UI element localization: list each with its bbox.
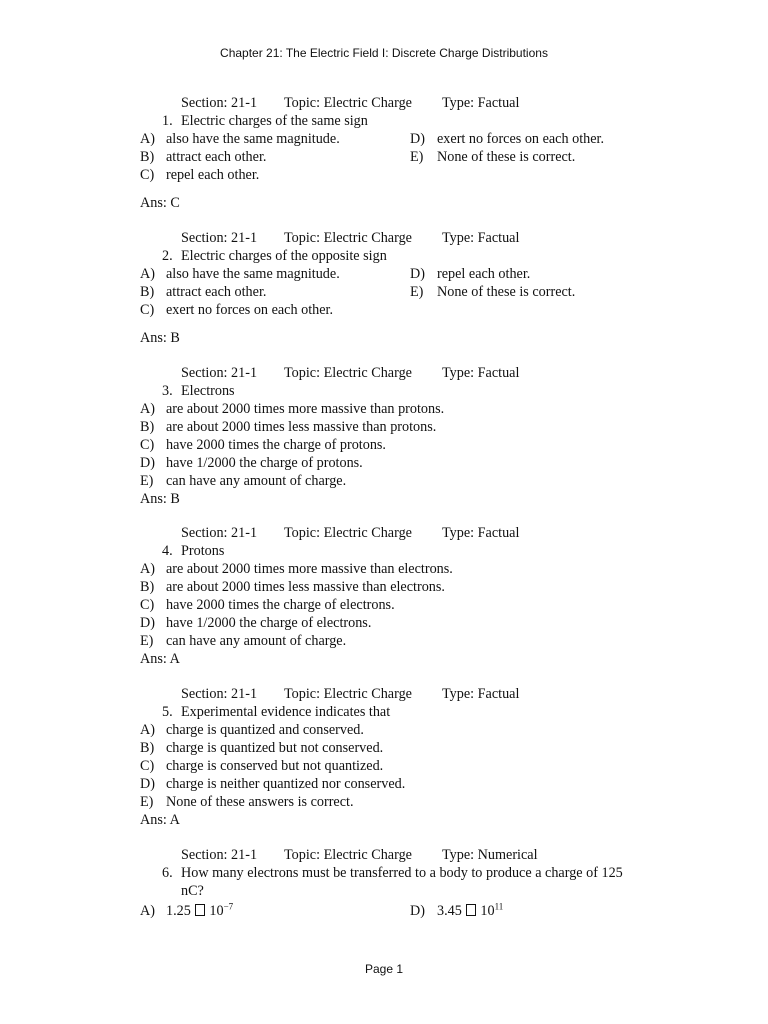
exponent: 11 xyxy=(494,901,504,912)
option-text: can have any amount of charge. xyxy=(166,633,347,649)
answer: Ans: B xyxy=(140,491,180,507)
option-letter: C) xyxy=(140,597,155,613)
option-letter: D) xyxy=(410,131,425,147)
answer: Ans: A xyxy=(140,651,180,667)
option-letter: A) xyxy=(140,561,155,577)
section-label: Section: 21-1 xyxy=(181,95,258,111)
option-letter: D) xyxy=(140,455,155,471)
option-text: have 2000 times the charge of protons. xyxy=(166,437,386,453)
option-letter: E) xyxy=(410,149,424,165)
option-text: None of these answers is correct. xyxy=(166,794,354,810)
exponent: −7 xyxy=(223,901,234,912)
section-label: Section: 21-1 xyxy=(181,847,258,863)
option-text: have 2000 times the charge of electrons. xyxy=(166,597,395,613)
option-text: can have any amount of charge. xyxy=(166,473,347,489)
option-text: exert no forces on each other. xyxy=(437,131,605,147)
option-text: charge is conserved but not quantized. xyxy=(166,758,384,774)
option-letter: A) xyxy=(140,722,155,738)
option-letter: A) xyxy=(140,131,155,147)
option-letter: D) xyxy=(410,266,425,282)
option-letter: E) xyxy=(140,794,154,810)
section-label: Section: 21-1 xyxy=(181,686,258,702)
question-text: Protons xyxy=(181,543,225,559)
section-label: Section: 21-1 xyxy=(181,525,258,541)
mantissa: 3.45 xyxy=(437,903,462,919)
option-letter: A) xyxy=(140,401,155,417)
option-letter: B) xyxy=(140,740,155,756)
option-text: also have the same magnitude. xyxy=(166,131,340,147)
option-letter: B) xyxy=(140,419,155,435)
topic-label: Topic: Electric Charge xyxy=(284,365,412,381)
question-number: 4. xyxy=(162,543,173,559)
section-label: Section: 21-1 xyxy=(181,365,258,381)
option-text: charge is quantized but not conserved. xyxy=(166,740,384,756)
option-text: are about 2000 times less massive than electrons. xyxy=(166,579,445,595)
option-letter: A) xyxy=(140,903,155,919)
question-number: 5. xyxy=(162,704,173,720)
option-text: charge is neither quantized nor conserved. xyxy=(166,776,406,792)
option-text: charge is quantized and conserved. xyxy=(166,722,364,738)
question-number: 3. xyxy=(162,383,173,399)
topic-label: Topic: Electric Charge xyxy=(284,686,412,702)
option-letter: B) xyxy=(140,284,155,300)
option-letter: E) xyxy=(140,633,154,649)
option-letter: B) xyxy=(140,149,155,165)
option-text: attract each other. xyxy=(166,284,267,300)
base: 10 xyxy=(209,903,224,919)
topic-label: Topic: Electric Charge xyxy=(284,95,412,111)
option-value xyxy=(437,902,503,920)
option-letter: D) xyxy=(140,776,155,792)
option-text: have 1/2000 the charge of electrons. xyxy=(166,615,372,631)
base: 10 xyxy=(480,903,495,919)
question-text: nC? xyxy=(181,883,204,899)
question-text: Electric charges of the same sign xyxy=(181,113,368,129)
option-letter: E) xyxy=(140,473,154,489)
option-text: also have the same magnitude. xyxy=(166,266,340,282)
option-value xyxy=(166,902,233,920)
page-footer: Page 1 xyxy=(364,962,404,976)
missing-glyph-box-icon xyxy=(195,904,205,916)
missing-glyph-box-icon xyxy=(466,904,476,916)
option-letter: E) xyxy=(410,284,424,300)
option-text: are about 2000 times more massive than electrons. xyxy=(166,561,453,577)
option-letter: C) xyxy=(140,437,155,453)
option-letter: C) xyxy=(140,167,155,183)
answer: Ans: A xyxy=(140,812,180,828)
option-text: repel each other. xyxy=(437,266,531,282)
topic-label: Topic: Electric Charge xyxy=(284,847,412,863)
answer: Ans: B xyxy=(140,330,180,346)
option-text: attract each other. xyxy=(166,149,267,165)
type-label: Type: Numerical xyxy=(442,847,538,863)
topic-label: Topic: Electric Charge xyxy=(284,230,412,246)
option-letter: C) xyxy=(140,302,155,318)
question-number: 1. xyxy=(162,113,173,129)
question-text: How many electrons must be transferred to a body to produce a charge of 125 xyxy=(181,865,623,881)
option-text: are about 2000 times more massive than protons. xyxy=(166,401,445,417)
section-label: Section: 21-1 xyxy=(181,230,258,246)
option-letter: D) xyxy=(140,615,155,631)
option-text: repel each other. xyxy=(166,167,260,183)
question-text: Electric charges of the opposite sign xyxy=(181,248,387,264)
question-text: Electrons xyxy=(181,383,235,399)
option-letter: A) xyxy=(140,266,155,282)
question-number: 6. xyxy=(162,865,173,881)
option-text: None of these is correct. xyxy=(437,284,576,300)
question-text: Experimental evidence indicates that xyxy=(181,704,391,720)
option-text: None of these is correct. xyxy=(437,149,576,165)
option-text: exert no forces on each other. xyxy=(166,302,334,318)
page-header: Chapter 21: The Electric Field I: Discrete Charge Distributions xyxy=(220,46,548,60)
type-label: Type: Factual xyxy=(442,686,520,702)
type-label: Type: Factual xyxy=(442,95,520,111)
option-letter: C) xyxy=(140,758,155,774)
type-label: Type: Factual xyxy=(442,230,520,246)
answer: Ans: C xyxy=(140,195,180,211)
mantissa: 1.25 xyxy=(166,903,191,919)
option-text: are about 2000 times less massive than protons. xyxy=(166,419,437,435)
topic-label: Topic: Electric Charge xyxy=(284,525,412,541)
type-label: Type: Factual xyxy=(442,525,520,541)
option-letter: D) xyxy=(410,903,425,919)
type-label: Type: Factual xyxy=(442,365,520,381)
option-letter: B) xyxy=(140,579,155,595)
question-number: 2. xyxy=(162,248,173,264)
option-text: have 1/2000 the charge of protons. xyxy=(166,455,363,471)
